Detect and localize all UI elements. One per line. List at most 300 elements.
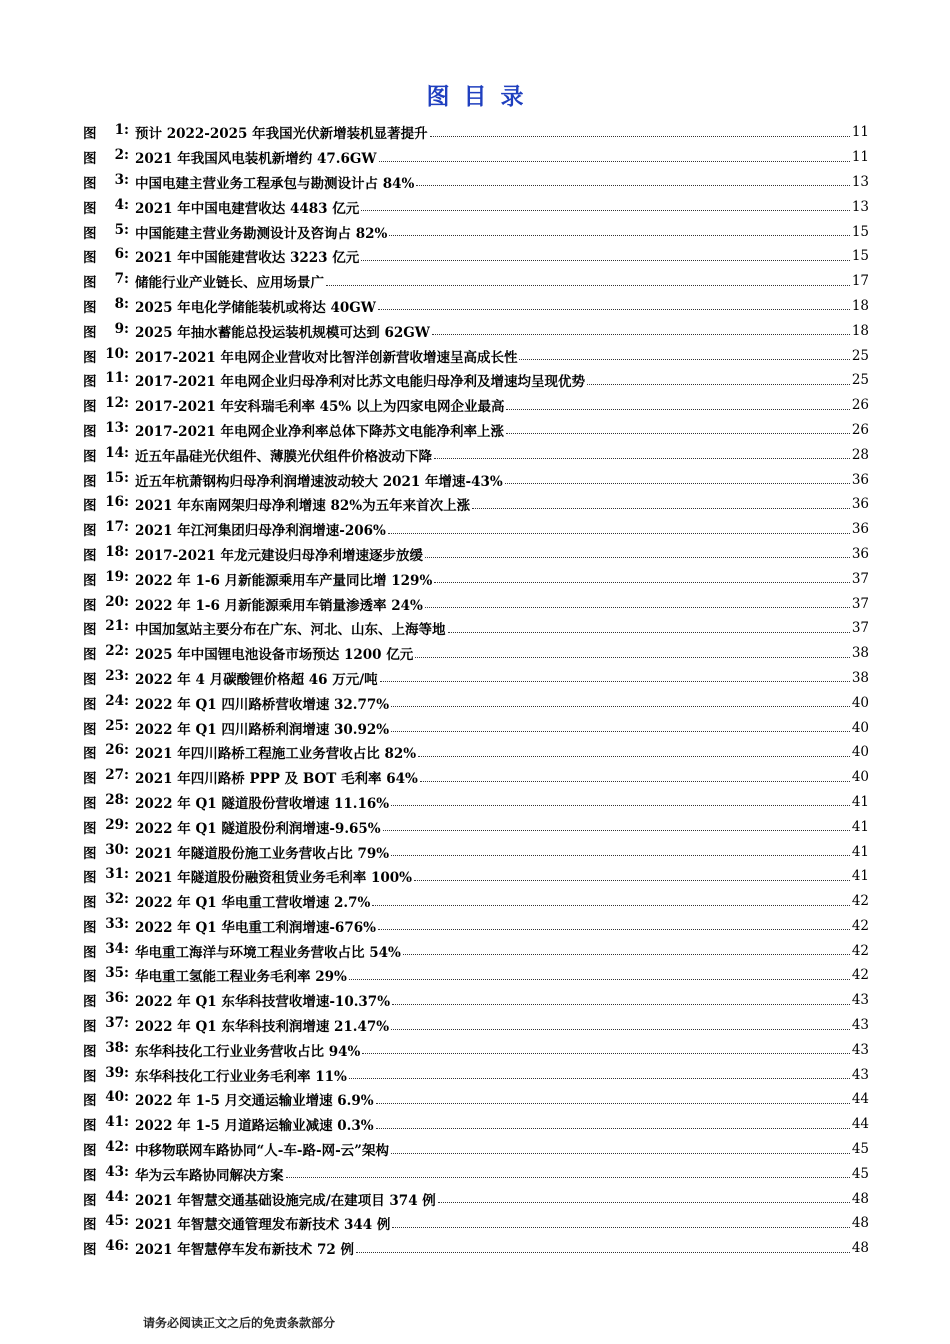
- dot-leader: [392, 1004, 850, 1005]
- figure-label: 图: [83, 1093, 97, 1110]
- figure-label: 图: [83, 250, 97, 267]
- figure-label: 图: [83, 225, 97, 242]
- figure-index: 34:: [105, 940, 129, 957]
- toc-entry[interactable]: [83, 418, 869, 443]
- figure-index: 12:: [105, 395, 129, 412]
- figure-label: 图: [83, 895, 97, 912]
- figure-title: 2022 年 Q1 东华科技营收增速-10.37%: [135, 994, 391, 1011]
- figure-title: 2017-2021 年安科瑞毛利率 45% 以上为四家电网企业最高: [135, 399, 505, 416]
- page-number: 13: [851, 173, 869, 190]
- figure-title: 2021 年我国风电装机新增约 47.6GW: [135, 151, 377, 168]
- figure-index: 40:: [105, 1089, 129, 1106]
- figure-number: [83, 594, 135, 614]
- dot-leader: [372, 905, 849, 906]
- dot-leader: [425, 557, 850, 558]
- figure-title: 2017-2021 年电网企业净利率总体下降苏文电能净利率上涨: [135, 423, 504, 440]
- figure-index: 20:: [105, 593, 129, 610]
- figure-index: 7:: [114, 271, 129, 288]
- page-number: 15: [851, 248, 869, 265]
- figure-title: 2022 年 1-5 月道路运输业减速 0.3%: [135, 1118, 374, 1135]
- figure-index: 33:: [105, 915, 129, 932]
- figure-index: 41:: [105, 1114, 129, 1131]
- figure-number: [83, 1114, 135, 1134]
- figure-label: 图: [83, 647, 97, 664]
- figure-title: 华为云车路协同解决方案: [135, 1167, 284, 1184]
- toc-entry[interactable]: [83, 1236, 869, 1261]
- figure-label: 图: [83, 324, 97, 341]
- figure-number: [83, 842, 135, 862]
- page-number: 41: [851, 868, 869, 885]
- figure-index: 11:: [105, 370, 129, 387]
- figure-title: 2021 年隧道股份融资租赁业务毛利率 100%: [135, 870, 412, 887]
- dot-leader: [392, 1227, 849, 1228]
- toc-entry[interactable]: [83, 1186, 869, 1211]
- dot-leader: [361, 210, 850, 211]
- figure-number: [83, 1015, 135, 1035]
- figure-number: [83, 1164, 135, 1184]
- figure-label: 图: [83, 1242, 97, 1259]
- toc-entry[interactable]: [83, 219, 869, 244]
- figure-index: 37:: [105, 1015, 129, 1032]
- figure-index: 2:: [114, 147, 129, 164]
- figure-index: 31:: [105, 866, 129, 883]
- page-number: 17: [851, 273, 869, 290]
- page-number: 36: [851, 545, 869, 562]
- toc-entry[interactable]: [83, 517, 869, 542]
- figure-title: 2022 年 1-5 月交通运输业增速 6.9%: [135, 1093, 374, 1110]
- figure-number: [83, 222, 135, 242]
- toc-entry[interactable]: [83, 839, 869, 864]
- figure-number: [83, 866, 135, 886]
- dot-leader: [286, 1177, 850, 1178]
- toc-entry[interactable]: [83, 666, 869, 691]
- figure-label: 图: [83, 597, 97, 614]
- figure-number: [83, 941, 135, 961]
- toc-entry[interactable]: [83, 244, 869, 269]
- dot-leader: [378, 929, 850, 930]
- figure-index: 6:: [114, 246, 129, 263]
- figure-label: 图: [83, 349, 97, 366]
- figure-number: [83, 618, 135, 638]
- dot-leader: [425, 607, 850, 608]
- figure-label: 图: [83, 1019, 97, 1036]
- figure-label: 图: [83, 399, 97, 416]
- toc-entry[interactable]: [83, 1037, 869, 1062]
- figure-label: 图: [83, 994, 97, 1011]
- figure-title: 2025 年抽水蓄能总投运装机规模可达到 62GW: [135, 324, 430, 341]
- page-number: 42: [851, 967, 869, 984]
- page-number: 45: [851, 1165, 869, 1182]
- figure-title: 华电重工氢能工程业务毛利率 29%: [135, 969, 347, 986]
- toc-entry[interactable]: [83, 1112, 869, 1137]
- figure-label: 图: [83, 423, 97, 440]
- figure-label: 图: [83, 820, 97, 837]
- dot-leader: [420, 781, 850, 782]
- toc-entry[interactable]: [83, 765, 869, 790]
- dot-leader: [587, 384, 850, 385]
- figure-list: [83, 120, 869, 1261]
- page-number: 37: [851, 570, 869, 587]
- page-number: 40: [851, 744, 869, 761]
- figure-title: 2017-2021 年龙元建设归母净利增速逐步放缓: [135, 547, 423, 564]
- page-number: 41: [851, 818, 869, 835]
- figure-index: 29:: [105, 816, 129, 833]
- figure-title: 中国电建主营业务工程承包与勘测设计占 84%: [135, 175, 415, 192]
- figure-index: 32:: [105, 891, 129, 908]
- dot-leader: [349, 979, 850, 980]
- figure-index: 44:: [105, 1188, 129, 1205]
- figure-label: 图: [83, 374, 97, 391]
- dot-leader: [438, 1202, 850, 1203]
- figure-title: 2022 年 Q1 华电重工利润增速-676%: [135, 919, 376, 936]
- figure-title: 预计 2022-2025 年我国光伏新增装机显著提升: [135, 126, 428, 143]
- figure-index: 4:: [114, 196, 129, 213]
- figure-label: 图: [83, 498, 97, 515]
- figure-index: 3:: [114, 171, 129, 188]
- figure-index: 17:: [105, 519, 129, 536]
- figure-title: 2017-2021 年电网企业归母净利对比苏文电能归母净利及增速均呈现优势: [135, 374, 585, 391]
- figure-index: 21:: [105, 618, 129, 635]
- toc-entry[interactable]: [83, 492, 869, 517]
- toc-entry[interactable]: [83, 938, 869, 963]
- figure-label: 图: [83, 969, 97, 986]
- figure-number: [83, 718, 135, 738]
- figure-title: 2021 年东南网架归母净利增速 82%为五年来首次上涨: [135, 498, 471, 515]
- figure-title: 2025 年中国锂电池设备市场预达 1200 亿元: [135, 647, 414, 664]
- figure-title: 2021 年四川路桥工程施工业务营收占比 82%: [135, 746, 417, 763]
- figure-title: 2022 年 1-6 月新能源乘用车销量渗透率 24%: [135, 597, 423, 614]
- toc-entry[interactable]: [83, 616, 869, 641]
- figure-title: 2021 年智慧停车发布新技术 72 例: [135, 1242, 354, 1259]
- figure-number: [83, 817, 135, 837]
- toc-entry[interactable]: [83, 294, 869, 319]
- page-number: 36: [851, 496, 869, 513]
- toc-entry[interactable]: [83, 591, 869, 616]
- figure-number: [83, 1213, 135, 1233]
- page-number: 48: [851, 1215, 869, 1232]
- figure-index: 5:: [114, 221, 129, 238]
- dot-leader: [472, 508, 850, 509]
- page-number: 18: [851, 322, 869, 339]
- figure-title: 2022 年 1-6 月新能源乘用车产量同比增 129%: [135, 572, 433, 589]
- dot-leader: [376, 1128, 850, 1129]
- page-number: 38: [851, 669, 869, 686]
- dot-leader: [506, 433, 850, 434]
- toc-entry[interactable]: [83, 393, 869, 418]
- page-number: 28: [851, 446, 869, 463]
- dot-leader: [380, 681, 850, 682]
- page-number: 11: [851, 124, 869, 141]
- page-number: 48: [851, 1240, 869, 1257]
- figure-title: 2022 年 Q1 四川路桥利润增速 30.92%: [135, 721, 390, 738]
- page-number: 26: [851, 397, 869, 414]
- figure-number: [83, 470, 135, 490]
- page-number: 41: [851, 793, 869, 810]
- dot-leader: [391, 1153, 850, 1154]
- figure-title: 2017-2021 年电网企业营收对比智洋创新营收增速呈高成长性: [135, 349, 518, 366]
- page-number: 37: [851, 595, 869, 612]
- page-number: 36: [851, 521, 869, 538]
- page-number: 41: [851, 843, 869, 860]
- page-number: 37: [851, 620, 869, 637]
- figure-index: 36:: [105, 990, 129, 1007]
- dot-leader: [361, 260, 850, 261]
- figure-number: [83, 494, 135, 514]
- page-number: 42: [851, 893, 869, 910]
- figure-index: 45:: [105, 1213, 129, 1230]
- page-number: 48: [851, 1190, 869, 1207]
- figure-label: 图: [83, 299, 97, 316]
- figure-index: 43:: [105, 1163, 129, 1180]
- dot-leader: [415, 657, 850, 658]
- toc-entry[interactable]: [83, 1161, 869, 1186]
- figure-title: 2021 年隧道股份施工业务营收占比 79%: [135, 845, 390, 862]
- toc-entry[interactable]: [83, 442, 869, 467]
- figure-title: 2022 年 Q1 隧道股份营收增速 11.16%: [135, 795, 390, 812]
- figure-title: 中国能建主营业务勘测设计及咨询占 82%: [135, 225, 388, 242]
- toc-entry[interactable]: [83, 1062, 869, 1087]
- figure-index: 1:: [114, 122, 129, 139]
- page-number: 43: [851, 1017, 869, 1034]
- footer-disclaimer: 请务必阅读正文之后的免责条款部分: [143, 1316, 336, 1330]
- page-number: 40: [851, 719, 869, 736]
- page-number: 13: [851, 198, 869, 215]
- figure-label: 图: [83, 151, 97, 168]
- figure-number: [83, 767, 135, 787]
- figure-label: 图: [83, 771, 97, 788]
- dot-leader: [432, 334, 850, 335]
- dot-leader: [376, 1103, 850, 1104]
- figure-index: 39:: [105, 1064, 129, 1081]
- page-title: 图目录: [426, 84, 538, 110]
- figure-title: 中移物联网车路协同“人-车-路-网-云”架构: [135, 1143, 389, 1160]
- figure-number: [83, 1238, 135, 1258]
- dot-leader: [391, 855, 850, 856]
- toc-entry[interactable]: [83, 963, 869, 988]
- toc-entry[interactable]: [83, 145, 869, 170]
- toc-entry[interactable]: [83, 889, 869, 914]
- dot-leader: [388, 533, 850, 534]
- figure-label: 图: [83, 795, 97, 812]
- page-number: 25: [851, 372, 869, 389]
- figure-label: 图: [83, 1192, 97, 1209]
- figure-title: 2021 年江河集团归母净利润增速-206%: [135, 523, 386, 540]
- figure-label: 图: [83, 126, 97, 143]
- toc-entry[interactable]: [83, 120, 869, 145]
- dot-leader: [362, 1053, 849, 1054]
- figure-number: [83, 1089, 135, 1109]
- figure-index: 38:: [105, 1039, 129, 1056]
- toc-entry[interactable]: [83, 542, 869, 567]
- figure-title: 2021 年中国电建营收达 4483 亿元: [135, 200, 360, 217]
- figure-title: 2021 年中国能建营收达 3223 亿元: [135, 250, 360, 267]
- dot-leader: [434, 458, 850, 459]
- figure-title: 2021 年四川路桥 PPP 及 BOT 毛利率 64%: [135, 771, 418, 788]
- toc-entry[interactable]: [83, 988, 869, 1013]
- figure-number: [83, 246, 135, 266]
- toc-entry[interactable]: [83, 368, 869, 393]
- figure-index: 35:: [105, 965, 129, 982]
- toc-entry[interactable]: [83, 1087, 869, 1112]
- toc-entry[interactable]: [83, 467, 869, 492]
- figure-index: 22:: [105, 643, 129, 660]
- figure-number: [83, 693, 135, 713]
- figure-title: 2022 年 4 月碳酸锂价格超 46 万元/吨: [135, 671, 378, 688]
- figure-number: [83, 668, 135, 688]
- figure-title: 近五年杭萧钢构归母净利润增速波动较大 2021 年增速-43%: [135, 473, 503, 490]
- dot-leader: [418, 756, 850, 757]
- toc-entry[interactable]: [83, 790, 869, 815]
- page-number: 42: [851, 917, 869, 934]
- figure-index: 23:: [105, 667, 129, 684]
- toc-entry[interactable]: [83, 814, 869, 839]
- dot-leader: [416, 185, 849, 186]
- figure-label: 图: [83, 919, 97, 936]
- figure-index: 30:: [105, 841, 129, 858]
- page-number: 25: [851, 347, 869, 364]
- dot-leader: [403, 954, 850, 955]
- toc-entry[interactable]: [83, 715, 869, 740]
- figure-label: 图: [83, 1118, 97, 1135]
- page-number: 43: [851, 992, 869, 1009]
- dot-leader: [356, 1252, 850, 1253]
- figure-title: 华电重工海洋与环境工程业务营收占比 54%: [135, 944, 401, 961]
- figure-number: [83, 271, 135, 291]
- figure-title: 2025 年电化学储能装机或将达 40GW: [135, 299, 376, 316]
- figure-label: 图: [83, 870, 97, 887]
- figure-label: 图: [83, 671, 97, 688]
- figure-title: 2022 年 Q1 华电重工营收增速 2.7%: [135, 895, 371, 912]
- toc-entry[interactable]: [83, 194, 869, 219]
- toc-entry[interactable]: [83, 690, 869, 715]
- dot-leader: [383, 830, 850, 831]
- figure-index: 18:: [105, 543, 129, 560]
- figure-number: [83, 1065, 135, 1085]
- page-number: 11: [851, 149, 869, 166]
- page-number: 38: [851, 645, 869, 662]
- dot-leader: [506, 409, 849, 410]
- figure-label: 图: [83, 175, 97, 192]
- page-number: 43: [851, 1041, 869, 1058]
- dot-leader: [379, 161, 850, 162]
- figure-number: [83, 147, 135, 167]
- page-number: 42: [851, 942, 869, 959]
- figure-index: 9:: [114, 320, 129, 337]
- toc-entry[interactable]: [83, 566, 869, 591]
- figure-label: 图: [83, 200, 97, 217]
- figure-index: 27:: [105, 767, 129, 784]
- figure-title: 2022 年 Q1 隧道股份利润增速-9.65%: [135, 820, 381, 837]
- figure-label: 图: [83, 622, 97, 639]
- toc-entry[interactable]: [83, 269, 869, 294]
- figure-label: 图: [83, 523, 97, 540]
- figure-label: 图: [83, 1068, 97, 1085]
- figure-number: [83, 1139, 135, 1159]
- dot-leader: [326, 285, 850, 286]
- toc-entry[interactable]: [83, 740, 869, 765]
- figure-label: 图: [83, 746, 97, 763]
- page-number: 15: [851, 223, 869, 240]
- figure-number: [83, 742, 135, 762]
- figure-label: 图: [83, 547, 97, 564]
- dot-leader: [389, 235, 849, 236]
- page-number: 18: [851, 297, 869, 314]
- figure-title: 2021 年智慧交通管理发布新技术 344 例: [135, 1217, 391, 1234]
- figure-label: 图: [83, 721, 97, 738]
- figure-label: 图: [83, 1167, 97, 1184]
- figure-number: [83, 519, 135, 539]
- toc-entry[interactable]: [83, 318, 869, 343]
- figure-label: 图: [83, 448, 97, 465]
- toc-entry[interactable]: [83, 1013, 869, 1038]
- figure-index: 26:: [105, 742, 129, 759]
- page-number: 44: [851, 1091, 869, 1108]
- page-number: 43: [851, 1066, 869, 1083]
- dot-leader: [448, 632, 850, 633]
- toc-entry[interactable]: [83, 1137, 869, 1162]
- page-number: 26: [851, 421, 869, 438]
- figure-label: 图: [83, 944, 97, 961]
- dot-leader: [434, 582, 850, 583]
- figure-number: [83, 1040, 135, 1060]
- figure-number: [83, 346, 135, 366]
- figure-label: 图: [83, 1217, 97, 1234]
- toc-entry[interactable]: [83, 170, 869, 195]
- figure-index: 13:: [105, 419, 129, 436]
- figure-number: [83, 643, 135, 663]
- page-number: 40: [851, 769, 869, 786]
- figure-label: 图: [83, 1043, 97, 1060]
- figure-index: 24:: [105, 692, 129, 709]
- dot-leader: [391, 805, 850, 806]
- figure-label: 图: [83, 1143, 97, 1160]
- figure-number: [83, 891, 135, 911]
- figure-number: [83, 445, 135, 465]
- dot-leader: [519, 359, 849, 360]
- toc-entry[interactable]: [83, 343, 869, 368]
- figure-index: 42:: [105, 1139, 129, 1156]
- figure-number: [83, 122, 135, 142]
- figure-label: 图: [83, 696, 97, 713]
- figure-number: [83, 420, 135, 440]
- figure-label: 图: [83, 473, 97, 490]
- figure-index: 10:: [105, 345, 129, 362]
- toc-entry[interactable]: [83, 641, 869, 666]
- figure-title: 2022 年 Q1 东华科技利润增速 21.47%: [135, 1019, 390, 1036]
- page-number: 45: [851, 1141, 869, 1158]
- figure-index: 15:: [105, 469, 129, 486]
- dot-leader: [430, 136, 850, 137]
- toc-entry[interactable]: [83, 914, 869, 939]
- figure-title: 中国加氢站主要分布在广东、河北、山东、上海等地: [135, 622, 446, 639]
- figure-number: [83, 569, 135, 589]
- figure-number: [83, 321, 135, 341]
- dot-leader: [391, 1029, 850, 1030]
- figure-number: [83, 916, 135, 936]
- figure-number: [83, 544, 135, 564]
- toc-entry[interactable]: [83, 864, 869, 889]
- figure-index: 14:: [105, 444, 129, 461]
- figure-title: 2022 年 Q1 四川路桥营收增速 32.77%: [135, 696, 390, 713]
- dot-leader: [391, 731, 850, 732]
- toc-entry[interactable]: [83, 1211, 869, 1236]
- figure-label: 图: [83, 275, 97, 292]
- page-number: 44: [851, 1116, 869, 1133]
- figure-index: 28:: [105, 791, 129, 808]
- page-number: 36: [851, 471, 869, 488]
- figure-number: [83, 197, 135, 217]
- figure-number: [83, 792, 135, 812]
